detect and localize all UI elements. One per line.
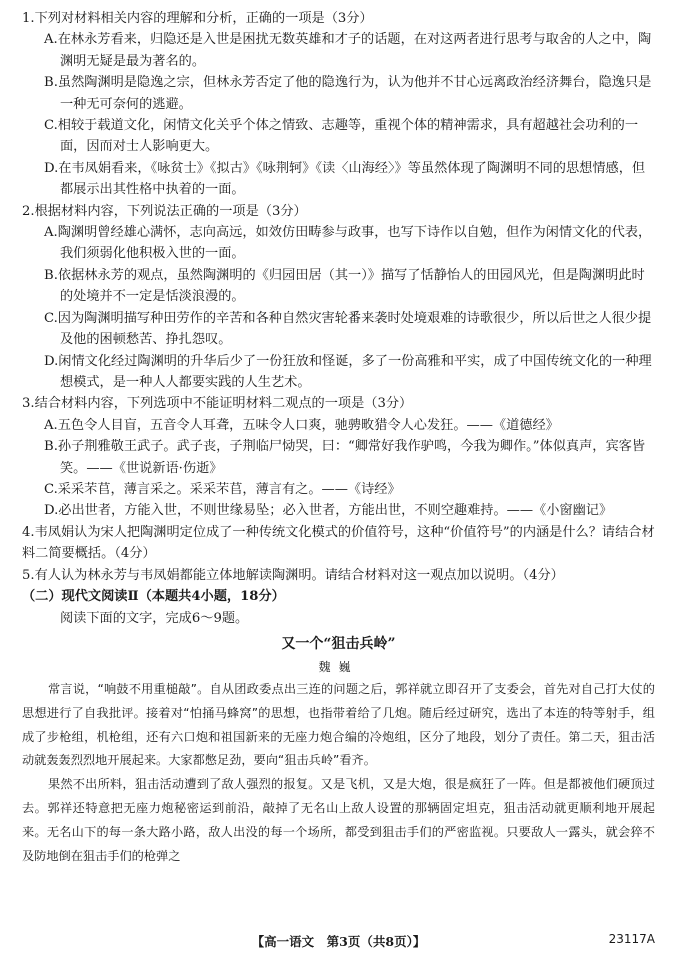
option-d: D.必出世者，方能入世，不则世缘易坠；必入世者，方能出世，不则空趣难持。——《小窗幽记》 [44, 503, 613, 519]
option-c: C.采采芣苢，薄言采之。采采芣苢，薄言有之。——《诗经》 [44, 481, 401, 497]
option-a: A.五色令人目盲，五音令人耳聋，五味令人口爽，驰骋畋猎令人心发狂。——《道德经》 [44, 417, 559, 433]
option-c: C.相较于载道文化，闲情文化关乎个体之情致、志趣等，重视个体的精神需求，具有超越社会功利的一面，因而对士人影响更大。 [44, 118, 639, 155]
option-d: D.闲情文化经过陶渊明的升华后少了一份狂放和怪诞，多了一份高雅和平实，成了中国传统文化的一种理想模式，是一种人人都要实践的人生艺术。 [44, 353, 652, 390]
question-stem: 5.有人认为林永芳与韦凤娟都能立体地解读陶渊明。请结合材料对这一观点加以说明。（4分） [22, 567, 564, 583]
option-a: A.在林永芳看来，归隐还是入世是困扰无数英雄和才子的话题，在对这两者进行思考与取舍的人之中，陶渊明无疑是最为著名的。 [44, 32, 652, 69]
question-stem: 3.结合材料内容，下列选项中不能证明材料二观点的一项是（3分） [22, 396, 413, 412]
question-stem: 1.下列对材料相关内容的理解和分析，正确的一项是（3分） [22, 11, 373, 26]
article-author: 魏巍 [318, 659, 359, 674]
option-b: B.依据林永芳的观点，虽然陶渊明的《归园田居（其一）》描写了恬静怡人的田园风光，但是陶渊明此时的处境并不一定是恬淡浪漫的。 [44, 267, 645, 305]
question-2 [22, 201, 655, 394]
section-intro: 阅读下面的文字，完成6～9题。 [60, 610, 249, 626]
option-b: B.孙子荆雅敬王武子。武子丧，子荆临尸恸哭，曰：“卿常好我作驴鸣，今我为卿作。”体似真声，宾客皆笑。——《世说新语·伤逝》 [44, 439, 646, 476]
section-heading: （二）现代文阅读Ⅱ（本题共4小题，18分） [22, 588, 285, 604]
option-b: B.虽然陶渊明是隐逸之宗，但林永芳否定了他的隐逸行为，认为他并不甘心远离政治经济舞台，隐逸只是一种无可奈何的逃避。 [44, 75, 652, 112]
question-stem: 4.韦凤娟认为宋人把陶渊明定位成了一种传统文化模式的价值符号，这种“价值符号”的内涵是什么？请结合材料二简要概括。（4分） [22, 524, 655, 562]
question-5 [22, 565, 655, 586]
option-a: A.陶渊明曾经雄心满怀，志向高远，如效仿田畴参与政事，也写下诗作以自勉，但作为闲情文化的代表，我们须弱化他积极入世的一面。 [44, 225, 652, 262]
article-title: 又一个“狙击兵岭” [281, 635, 396, 652]
exam-code: 23117A [608, 932, 655, 946]
article-paragraph: 常言说，“响鼓不用重槌敲”。自从团政委点出三连的问题之后，郭祥就立即召开了支委会，首先对自己打大仗的思想进行了自我批评。接着对“怕捅马蜂窝”的思想，也指带着给了几炮。随后经过研究，选出了本连的特等射手，组成了步枪组，机枪组，还有六口炮和祖国新来的无座力炮合编的冷炮组，区分了地段，划分了责任。第二天，狙击活动就轰轰烈烈地开展起来。大家都憋足劲，要向“狙击兵岭”看齐。 [22, 681, 655, 768]
question-1 [22, 8, 655, 201]
option-d: D.在韦凤娟看来，《咏贫士》《拟古》《咏荆轲》《读〈山海经〉》等虽然体现了陶渊明不同的思想情感，但都展示出其性格中执着的一面。 [44, 160, 646, 198]
question-4 [22, 522, 655, 565]
page-number: 【高一语文 第3页（共8页）】 [251, 934, 426, 949]
question-3 [22, 393, 655, 521]
page-footer [0, 932, 677, 954]
question-stem: 2.根据材料内容，下列说法正确的一项是（3分） [22, 203, 307, 219]
option-c: C.因为陶渊明描写种田劳作的辛苦和各种自然灾害轮番来袭时处境艰难的诗歌很少，所以后世之人很少提及他的困顿愁苦、挣扎怨叹。 [44, 310, 652, 348]
article-paragraph: 果然不出所料，狙击活动遭到了敌人强烈的报复。又是飞机，又是大炮，很是疯狂了一阵。但是都被他们硬顶过去。郭祥还特意把无座力炮秘密运到前沿，敲掉了无名山上敌人设置的那辆固定坦克，狙击活动就更顺利地开展起来。无名山下的每一条大路小路，敌人出没的每一个场所，都受到狙击手们的严密监视。只要敌人一露头，就会猝不及防地倒在狙击手们的枪弹之 [22, 777, 655, 863]
